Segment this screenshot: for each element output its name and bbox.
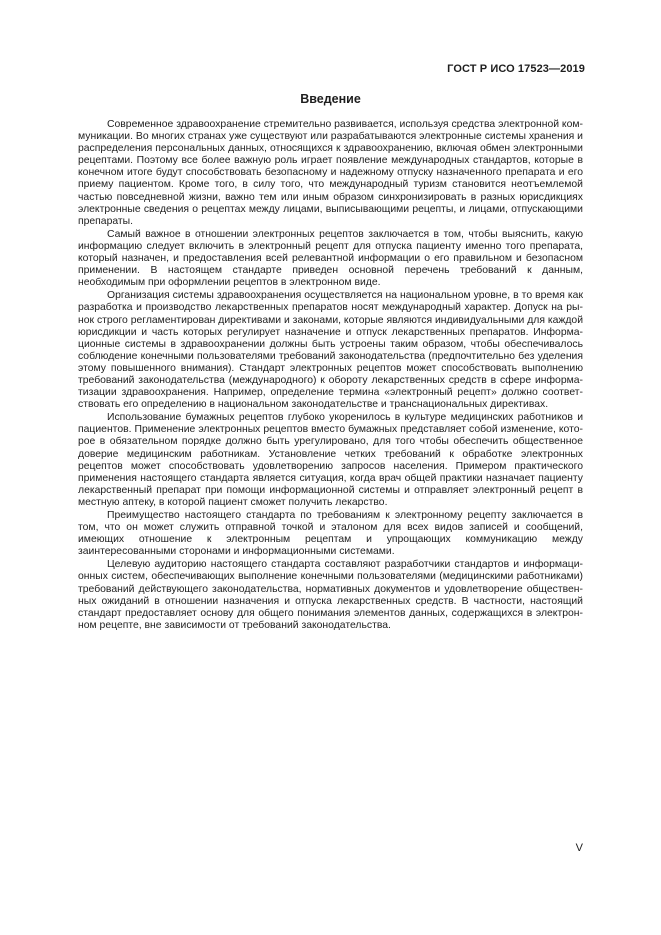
document-code: ГОСТ Р ИСО 17523—2019	[447, 63, 585, 75]
paragraph: Организация системы здравоохранения осуществляется на национальном уровне, в то время как разработка и производство лекарственных препаратов носят международный характер. Допуск на рынок строго регламентирован директивами и законами, которые являются индивидуальными для каждой юрисдикции и часть которых регулирует назначение и отпуск лекарственных препаратов. Информационные системы в здравоохранении должны быть устроены таким образом, чтобы обеспечивалось соблюдение конечными пользователями требований законодательства (предпочтительно без уделения этому повышенного внимания). Стандарт электронных рецептов может способствовать выполнению требований законодательства (международного) к обороту лекарственных средств в сфере информатизации здравоохранения. Например, определение термина «электронный рецепт» должно соответствовать его определению в национальном законодательстве и транснациональных директивах.	[78, 290, 583, 411]
paragraph: Самый важное в отношении электронных рецептов заключается в том, чтобы выяснить, какую информацию следует включить в электронный рецепт для отпуска пациенту именно того препарата, который назначен, и предоставления всей релевантной информации о его правильном и безопасном применении. В настоящем стандарте приведен основной перечень требований к данным, необходимым при оформлении рецептов в электронном виде.	[78, 228, 583, 289]
page-number: V	[575, 842, 583, 854]
paragraph: Современное здравоохранение стремительно развивается, используя средства электронной коммуникации. Во многих странах уже существуют или разрабатываются электронные системы хранения и распределения персональных данных, относящихся к здравоохранению, включая обмен электронными рецептами. Поэтому все более важную роль играет появление международных стандартов, которые в конечном итоге будут способствовать безопасному и надежному отпуску назначенного препарата и его приему пациентом. Кроме того, в силу того, что международный туризм становится неотъемлемой частью повседневной жизни, важно тем или иным образом синхронизировать в разных юрисдикциях электронные сведения о рецептах между лицами, выписывающими рецепты, и лицами, отпускающими препараты.	[78, 119, 583, 227]
paragraph: Использование бумажных рецептов глубоко укоренилось в культуре медицинских работников и пациентов. Применение электронных рецептов вместо бумажных представляет собой изменение, которое в обязательном порядке должно быть урегулировано, для того чтобы обеспечить общественное доверие медицинским работникам. Установление четких требований к обработке электронных рецептов может способствовать удовлетворению запросов населения. Примером практического применения настоящего стандарта является ситуация, когда врач общей практики назначает пациенту лекарственный препарат при помощи информационной системы и отправляет электронный рецепт в местную аптеку, в которой пациент сможет получить лекарство.	[78, 412, 583, 508]
body-text	[78, 119, 583, 633]
paragraph: Целевую аудиторию настоящего стандарта составляют разработчики стандартов и информационных систем, обеспечивающих выполнение конечными пользователями (медицинскими работниками) требований действующего законодательства, нормативных документов и удовлетворение общественных ожиданий в отношении назначения и отпуска лекарственных средств. В частности, настоящий стандарт предоставляет основу для общего понимания элементов данных, содержащихся в электронном рецепте, вне зависимости от требований законодательства.	[78, 559, 583, 631]
paragraph: Преимущество настоящего стандарта по требованиям к электронному рецепту заключается в том, что он может служить отправной точкой и эталоном для всех видов записей и сообщений, имеющих отношение к электронным рецептам и упрощающих коммуникацию между заинтересованными сторонами и информационными системами.	[78, 510, 583, 558]
page-title: Введение	[300, 92, 361, 106]
